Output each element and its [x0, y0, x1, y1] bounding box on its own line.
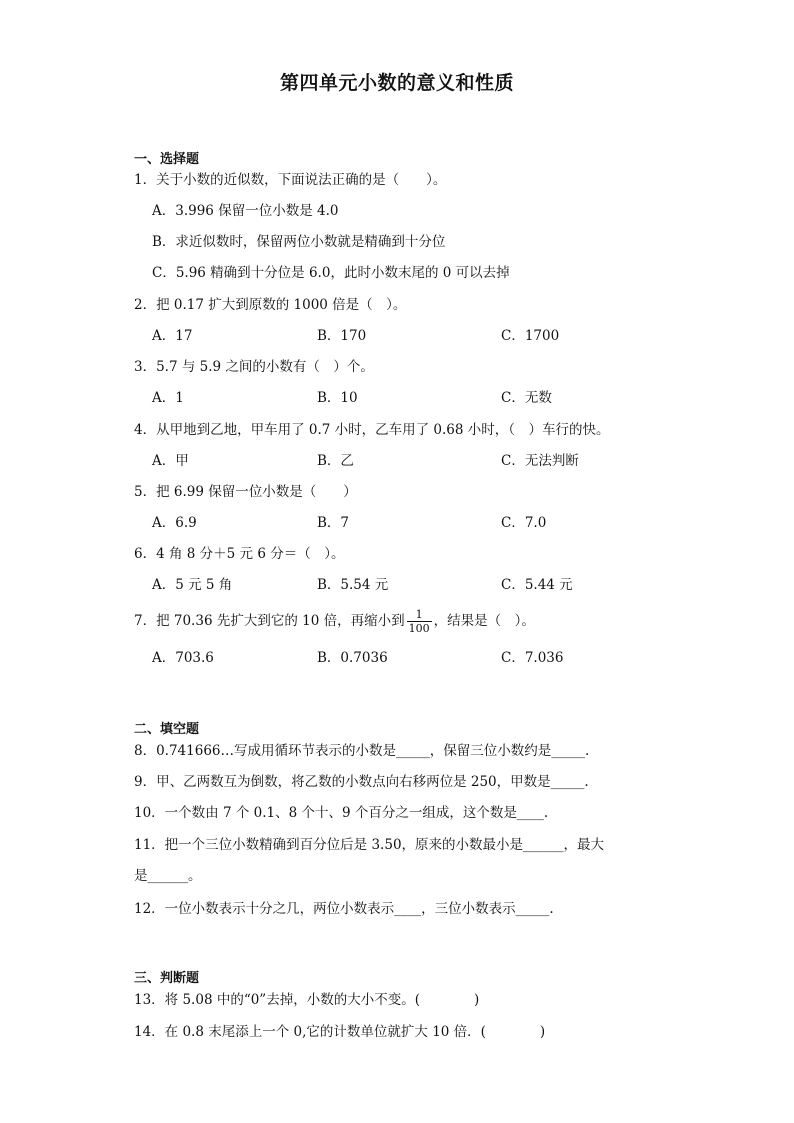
question-6-option-a: A．5 元 5 角 — [152, 577, 233, 593]
question-2-stem: 2．把 0.17 扩大到原数的 1000 倍是（ ）。 — [134, 297, 407, 313]
fraction-denominator: 100 — [408, 622, 430, 635]
question-7-option-b: B．0.7036 — [317, 650, 388, 666]
question-3-option-c: C．无数 — [501, 390, 552, 406]
question-7-stem-after: ，结果是（ ）。 — [433, 613, 535, 629]
question-3-stem: 3．5.7 与 5.9 之间的小数有（ ）个。 — [134, 359, 374, 375]
question-5-stem: 5．把 6.99 保留一位小数是（ ） — [134, 484, 357, 500]
question-7-stem — [134, 608, 535, 635]
question-3-option-a: A．1 — [152, 390, 184, 406]
question-8: 8．0.741666…写成用循环节表示的小数是_____，保留三位小数约是_____. — [134, 743, 590, 759]
section-heading-true-false: 三、判断题 — [134, 971, 200, 986]
question-6-option-b: B．5.54 元 — [317, 577, 389, 593]
question-6-stem: 6．4 角 8 分＋5 元 6 分＝（ ）。 — [134, 546, 345, 562]
question-1-stem: 1．关于小数的近似数，下面说法正确的是（ ）。 — [134, 172, 447, 188]
question-4-option-a: A．甲 — [152, 453, 189, 469]
question-13: 13．将 5.08 中的“0”去掉，小数的大小不变。( ) — [134, 992, 480, 1008]
question-5-option-a: A．6.9 — [152, 515, 197, 531]
section-heading-choice: 一、选择题 — [134, 152, 200, 167]
question-7-option-c: C．7.036 — [501, 650, 564, 666]
question-5-option-b: B．7 — [317, 515, 350, 531]
question-4-stem: 4．从甲地到乙地，甲车用了 0.7 小时，乙车用了 0.68 小时，（ ）车行的快。 — [134, 422, 610, 438]
question-2-option-c: C．1700 — [501, 328, 560, 344]
section-heading-fill-in: 二、填空题 — [134, 722, 200, 737]
question-11-line-2: 是______。 — [134, 868, 202, 884]
question-6-option-c: C．5.44 元 — [501, 577, 573, 593]
question-7-option-a: A．703.6 — [152, 650, 214, 666]
question-12: 12．一位小数表示十分之几，两位小数表示____，三位小数表示_____. — [134, 901, 554, 917]
question-1-option-a: A．3.996 保留一位小数是 4.0 — [152, 203, 339, 219]
question-3-option-b: B．10 — [317, 390, 358, 406]
question-2-option-b: B．170 — [317, 328, 367, 344]
question-4-option-b: B．乙 — [317, 453, 354, 469]
question-2-option-a: A．17 — [152, 328, 193, 344]
fraction-numerator: 1 — [407, 608, 432, 622]
page-title: 第四单元小数的意义和性质 — [279, 72, 514, 94]
question-1-option-c: C．5.96 精确到十分位是 6.0，此时小数末尾的 0 可以去掉 — [152, 265, 510, 281]
question-1-option-b: B．求近似数时，保留两位小数就是精确到十分位 — [152, 234, 446, 250]
fraction-one-hundredth — [407, 608, 432, 635]
question-4-option-c: C．无法判断 — [501, 453, 579, 469]
question-14: 14．在 0.8 末尾添上一个 0,它的计数单位就扩大 10 倍．( ) — [134, 1024, 546, 1040]
question-7-stem-before: 7．把 70.36 先扩大到它的 10 倍，再缩小到 — [134, 613, 405, 629]
question-10: 10．一个数由 7 个 0.1、8 个十、9 个百分之一组成，这个数是____. — [134, 805, 549, 821]
question-11-line-1: 11．把一个三位小数精确到百分位后是 3.50，原来的小数最小是______，最大 — [134, 837, 605, 853]
question-9: 9．甲、乙两数互为倒数，将乙数的小数点向右移两位是 250，甲数是_____. — [134, 774, 589, 790]
question-5-option-c: C．7.0 — [501, 515, 547, 531]
